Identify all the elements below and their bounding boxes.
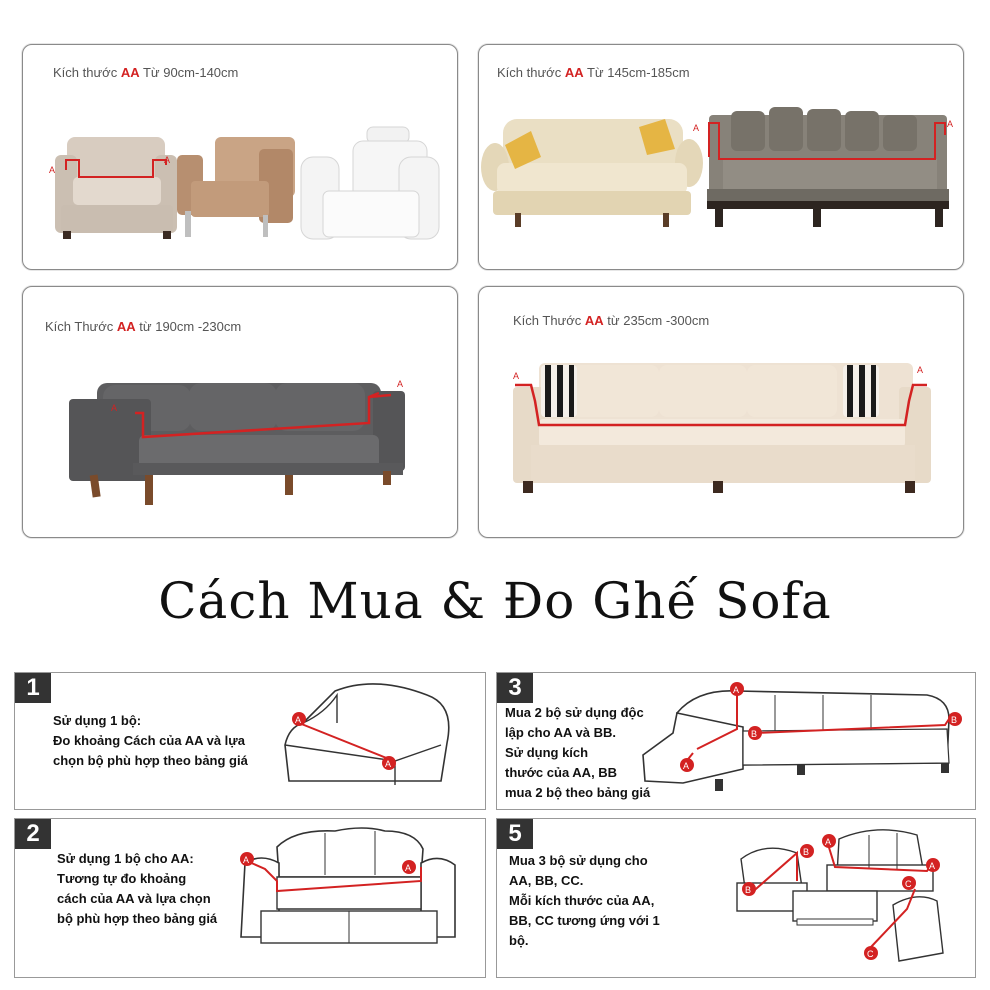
step-5-text: Mua 3 bộ sử dụng cho AA, BB, CC. Mỗi kích thước của AA, BB, CC tương ứng với 1 bộ. [509, 853, 660, 948]
svg-text:B: B [803, 847, 810, 857]
svg-text:A: A [405, 863, 412, 873]
size-panel-145-185 [478, 44, 964, 270]
svg-text:A: A [683, 761, 690, 771]
armchair-white [301, 127, 439, 239]
sofa-grey [707, 107, 949, 227]
living-room-set-diagram [497, 819, 977, 979]
size-label: Kích Thước AA từ 190cm -230cm [45, 319, 242, 334]
svg-text:C: C [905, 879, 912, 889]
page-title: Cách Mua & Đo Ghế Sofa [158, 572, 832, 630]
loveseat-diagram [15, 819, 487, 979]
svg-text:A: A [111, 403, 118, 413]
sofa-bench-diagram [15, 673, 487, 811]
svg-text:A: A [917, 365, 924, 375]
size-panel-90-140 [22, 44, 458, 270]
step-1-text: Sử dụng 1 bộ: Đo khoảng Cách của AA và lựa chọn bộ phù hợp theo bảng giá [53, 713, 248, 768]
armchair-tan [177, 137, 295, 237]
size-panel-235-300 [478, 286, 964, 538]
two-seat-sofas-illustration [479, 45, 965, 271]
svg-text:A: A [513, 371, 520, 381]
step-3-text: Mua 2 bộ sử dụng độc lập cho AA và BB. Sử dụng kích thước của AA, BB mua 2 bộ theo bảng giá [505, 705, 651, 800]
size-label: Kích Thước AA từ 235cm -300cm [513, 313, 710, 328]
svg-text:A: A [385, 759, 392, 769]
striped-pillow-left [541, 365, 577, 417]
step-1-box [14, 672, 486, 810]
sofa-cream-rolled-arm [481, 119, 703, 227]
svg-text:A: A [947, 119, 954, 129]
size-label: Kích thước AA Từ 90cm-140cm [53, 65, 239, 80]
svg-text:A: A [295, 715, 302, 725]
armchairs-illustration [23, 45, 459, 271]
svg-text:C: C [867, 949, 874, 959]
step-number-badge: 3 [497, 673, 533, 703]
svg-text:A: A [929, 861, 936, 871]
step-2-text: Sử dụng 1 bộ cho AA: Tương tự đo khoảng cách của AA và lựa chọn bộ phù hợp theo bảng giá [57, 851, 218, 926]
svg-text:A: A [825, 837, 832, 847]
svg-text:A: A [164, 155, 171, 165]
armchair-beige [55, 137, 177, 239]
step-2-box [14, 818, 486, 978]
svg-text:B: B [951, 715, 958, 725]
svg-text:B: B [745, 885, 752, 895]
three-seat-sofa-grey-illustration [23, 287, 459, 539]
size-panel-190-230 [22, 286, 458, 538]
svg-text:A: A [733, 685, 740, 695]
step-number-badge: 2 [15, 819, 51, 849]
size-label: Kích thước AA Từ 145cm-185cm [497, 65, 690, 80]
svg-text:A: A [397, 379, 404, 389]
step-number-badge: 1 [15, 673, 51, 703]
svg-text:A: A [243, 855, 250, 865]
svg-text:B: B [751, 729, 758, 739]
step-5-box [496, 818, 976, 978]
four-seat-sofa-beige-illustration [479, 287, 965, 539]
svg-text:A: A [49, 165, 56, 175]
sectional-sofa-diagram [497, 673, 977, 811]
striped-pillow-right [843, 365, 879, 417]
svg-text:A: A [693, 123, 700, 133]
step-3-box [496, 672, 976, 810]
step-number-badge: 5 [497, 819, 533, 849]
